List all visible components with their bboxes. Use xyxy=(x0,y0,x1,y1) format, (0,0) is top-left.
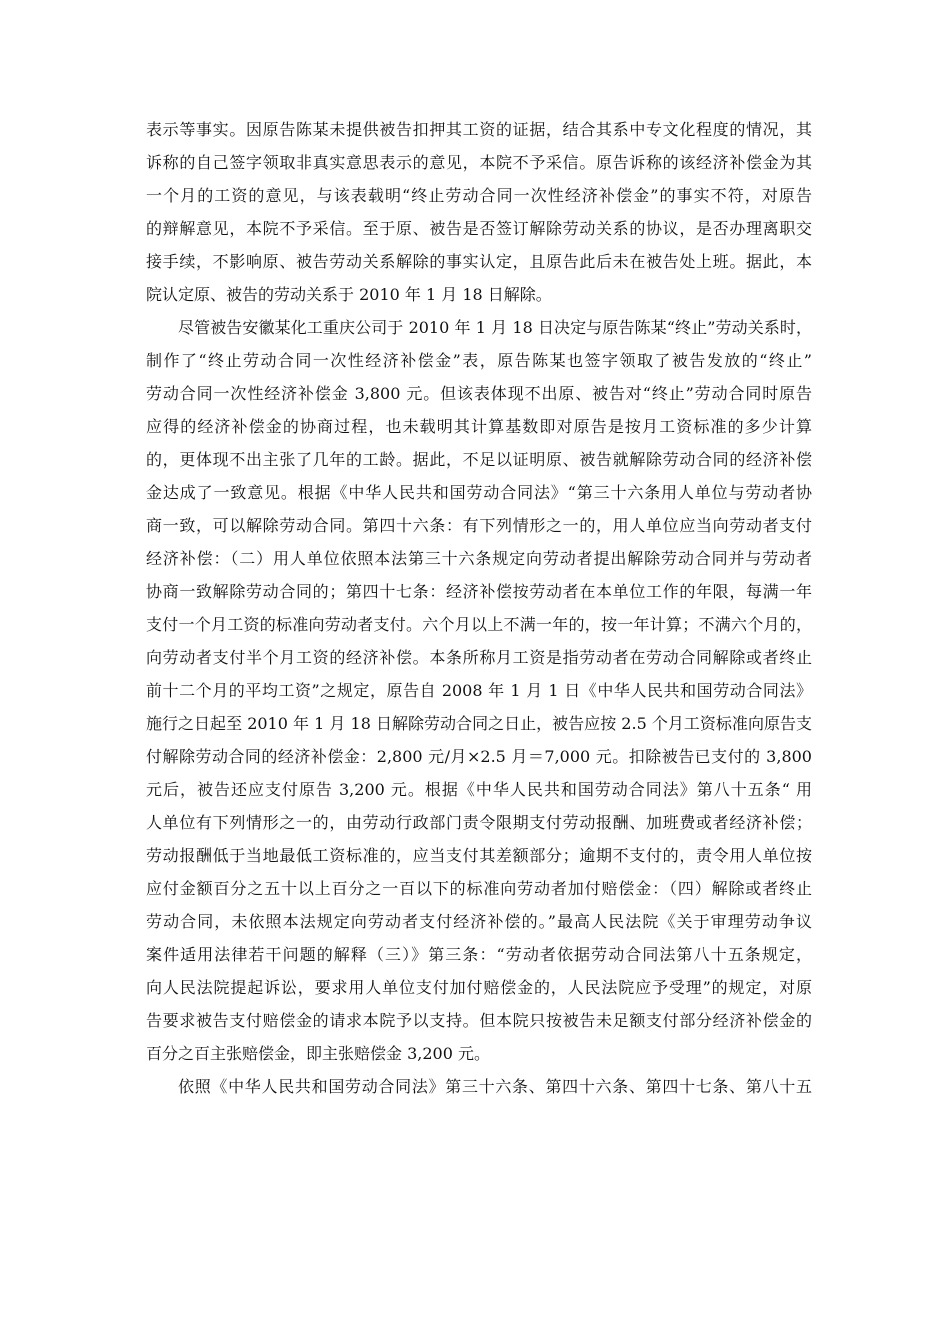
paragraph-line: 元后，被告还应支付原告 3,200 元。根据《中华人民共和国劳动合同法》第八十五条“ 用 xyxy=(146,780,812,799)
document-body xyxy=(146,113,812,1103)
paragraph-line: 的，更体现不出主张了几年的工龄。据此，不足以证明原、被告就解除劳动合同的经济补偿 xyxy=(146,450,812,469)
paragraph-line: 前十二个月的平均工资”之规定，原告自 2008 年 1 月 1 日《中华人民共和国劳动合同法》 xyxy=(146,681,812,700)
paragraph-line: 诉称的自己签字领取非真实意思表示的意见，本院不予采信。原告诉称的该经济补偿金为其 xyxy=(146,153,812,172)
paragraph-line: 应付金额百分之五十以上百分之一百以下的标准向劳动者加付赔偿金：（四）解除或者终止 xyxy=(146,879,812,898)
paragraph-line: 商一致，可以解除劳动合同。第四十六条：有下列情形之一的，用人单位应当向劳动者支付 xyxy=(146,516,812,535)
paragraph-line: 院认定原、被告的劳动关系于 2010 年 1 月 18 日解除。 xyxy=(146,285,552,304)
paragraph-1 xyxy=(146,113,812,311)
paragraph-line: 应得的经济补偿金的协商过程，也未载明其计算基数即对原告是按月工资标准的多少计算 xyxy=(146,417,812,436)
paragraph-line: 付解除劳动合同的经济补偿金：2,800 元/月×2.5 月＝7,000 元。扣除被告已支付的 3,800 xyxy=(146,747,812,766)
paragraph-line: 百分之百主张赔偿金，即主张赔偿金 3,200 元。 xyxy=(146,1044,490,1063)
paragraph-line: 案件适用法律若干问题的解释（三）》第三条：“劳动者依据劳动合同法第八十五条规定， xyxy=(146,945,812,964)
paragraph-line: 一个月的工资的意见，与该表载明“终止劳动合同一次性经济补偿金”的事实不符，对原告 xyxy=(146,186,812,205)
paragraph-line: 人单位有下列情形之一的，由劳动行政部门责令限期支付劳动报酬、加班费或者经济补偿； xyxy=(146,813,812,832)
paragraph-3 xyxy=(146,1070,812,1103)
paragraph-line: 的辩解意见，本院不予采信。至于原、被告是否签订解除劳动关系的协议，是否办理离职交 xyxy=(146,219,812,238)
paragraph-line: 劳动合同一次性经济补偿金 3,800 元。但该表体现不出原、被告对“终止”劳动合同时原告 xyxy=(146,384,812,403)
paragraph-line: 施行之日起至 2010 年 1 月 18 日解除劳动合同之日止，被告应按 2.5 个月工资标准向原告支 xyxy=(146,714,812,733)
paragraph-line: 经济补偿：（二）用人单位依照本法第三十六条规定向劳动者提出解除劳动合同并与劳动者 xyxy=(146,549,812,568)
paragraph-line: 接手续，不影响原、被告劳动关系解除的事实认定，且原告此后未在被告处上班。据此，本 xyxy=(146,252,812,271)
paragraph-line: 支付一个月工资的标准向劳动者支付。六个月以上不满一年的，按一年计算；不满六个月的， xyxy=(146,615,812,634)
paragraph-line: 告要求被告支付赔偿金的请求本院予以支持。但本院只按被告未足额支付部分经济补偿金的 xyxy=(146,1011,812,1030)
paragraph-line: 金达成了一致意见。根据《中华人民共和国劳动合同法》“第三十六条用人单位与劳动者协 xyxy=(146,483,812,502)
paragraph-line: 尽管被告安徽某化工重庆公司于 2010 年 1 月 18 日决定与原告陈某“终止”劳动关系时， xyxy=(178,318,812,337)
paragraph-line: 向劳动者支付半个月工资的经济补偿。本条所称月工资是指劳动者在劳动合同解除或者终止 xyxy=(146,648,812,667)
paragraph-line: 劳动报酬低于当地最低工资标准的，应当支付其差额部分；逾期不支付的，责令用人单位按 xyxy=(146,846,812,865)
paragraph-line: 劳动合同，未依照本法规定向劳动者支付经济补偿的。”最高人民法院《关于审理劳动争议 xyxy=(146,912,812,931)
paragraph-2 xyxy=(146,311,812,1070)
paragraph-line: 依照《中华人民共和国劳动合同法》第三十六条、第四十六条、第四十七条、第八十五 xyxy=(178,1077,812,1096)
paragraph-line: 协商一致解除劳动合同的；第四十七条：经济补偿按劳动者在本单位工作的年限，每满一年 xyxy=(146,582,812,601)
paragraph-line: 制作了“终止劳动合同一次性经济补偿金”表，原告陈某也签字领取了被告发放的“终止” xyxy=(146,351,812,370)
paragraph-line: 表示等事实。因原告陈某未提供被告扣押其工资的证据，结合其系中专文化程度的情况，其 xyxy=(146,120,812,139)
paragraph-line: 向人民法院提起诉讼，要求用人单位支付加付赔偿金的，人民法院应予受理”的规定，对原 xyxy=(146,978,812,997)
